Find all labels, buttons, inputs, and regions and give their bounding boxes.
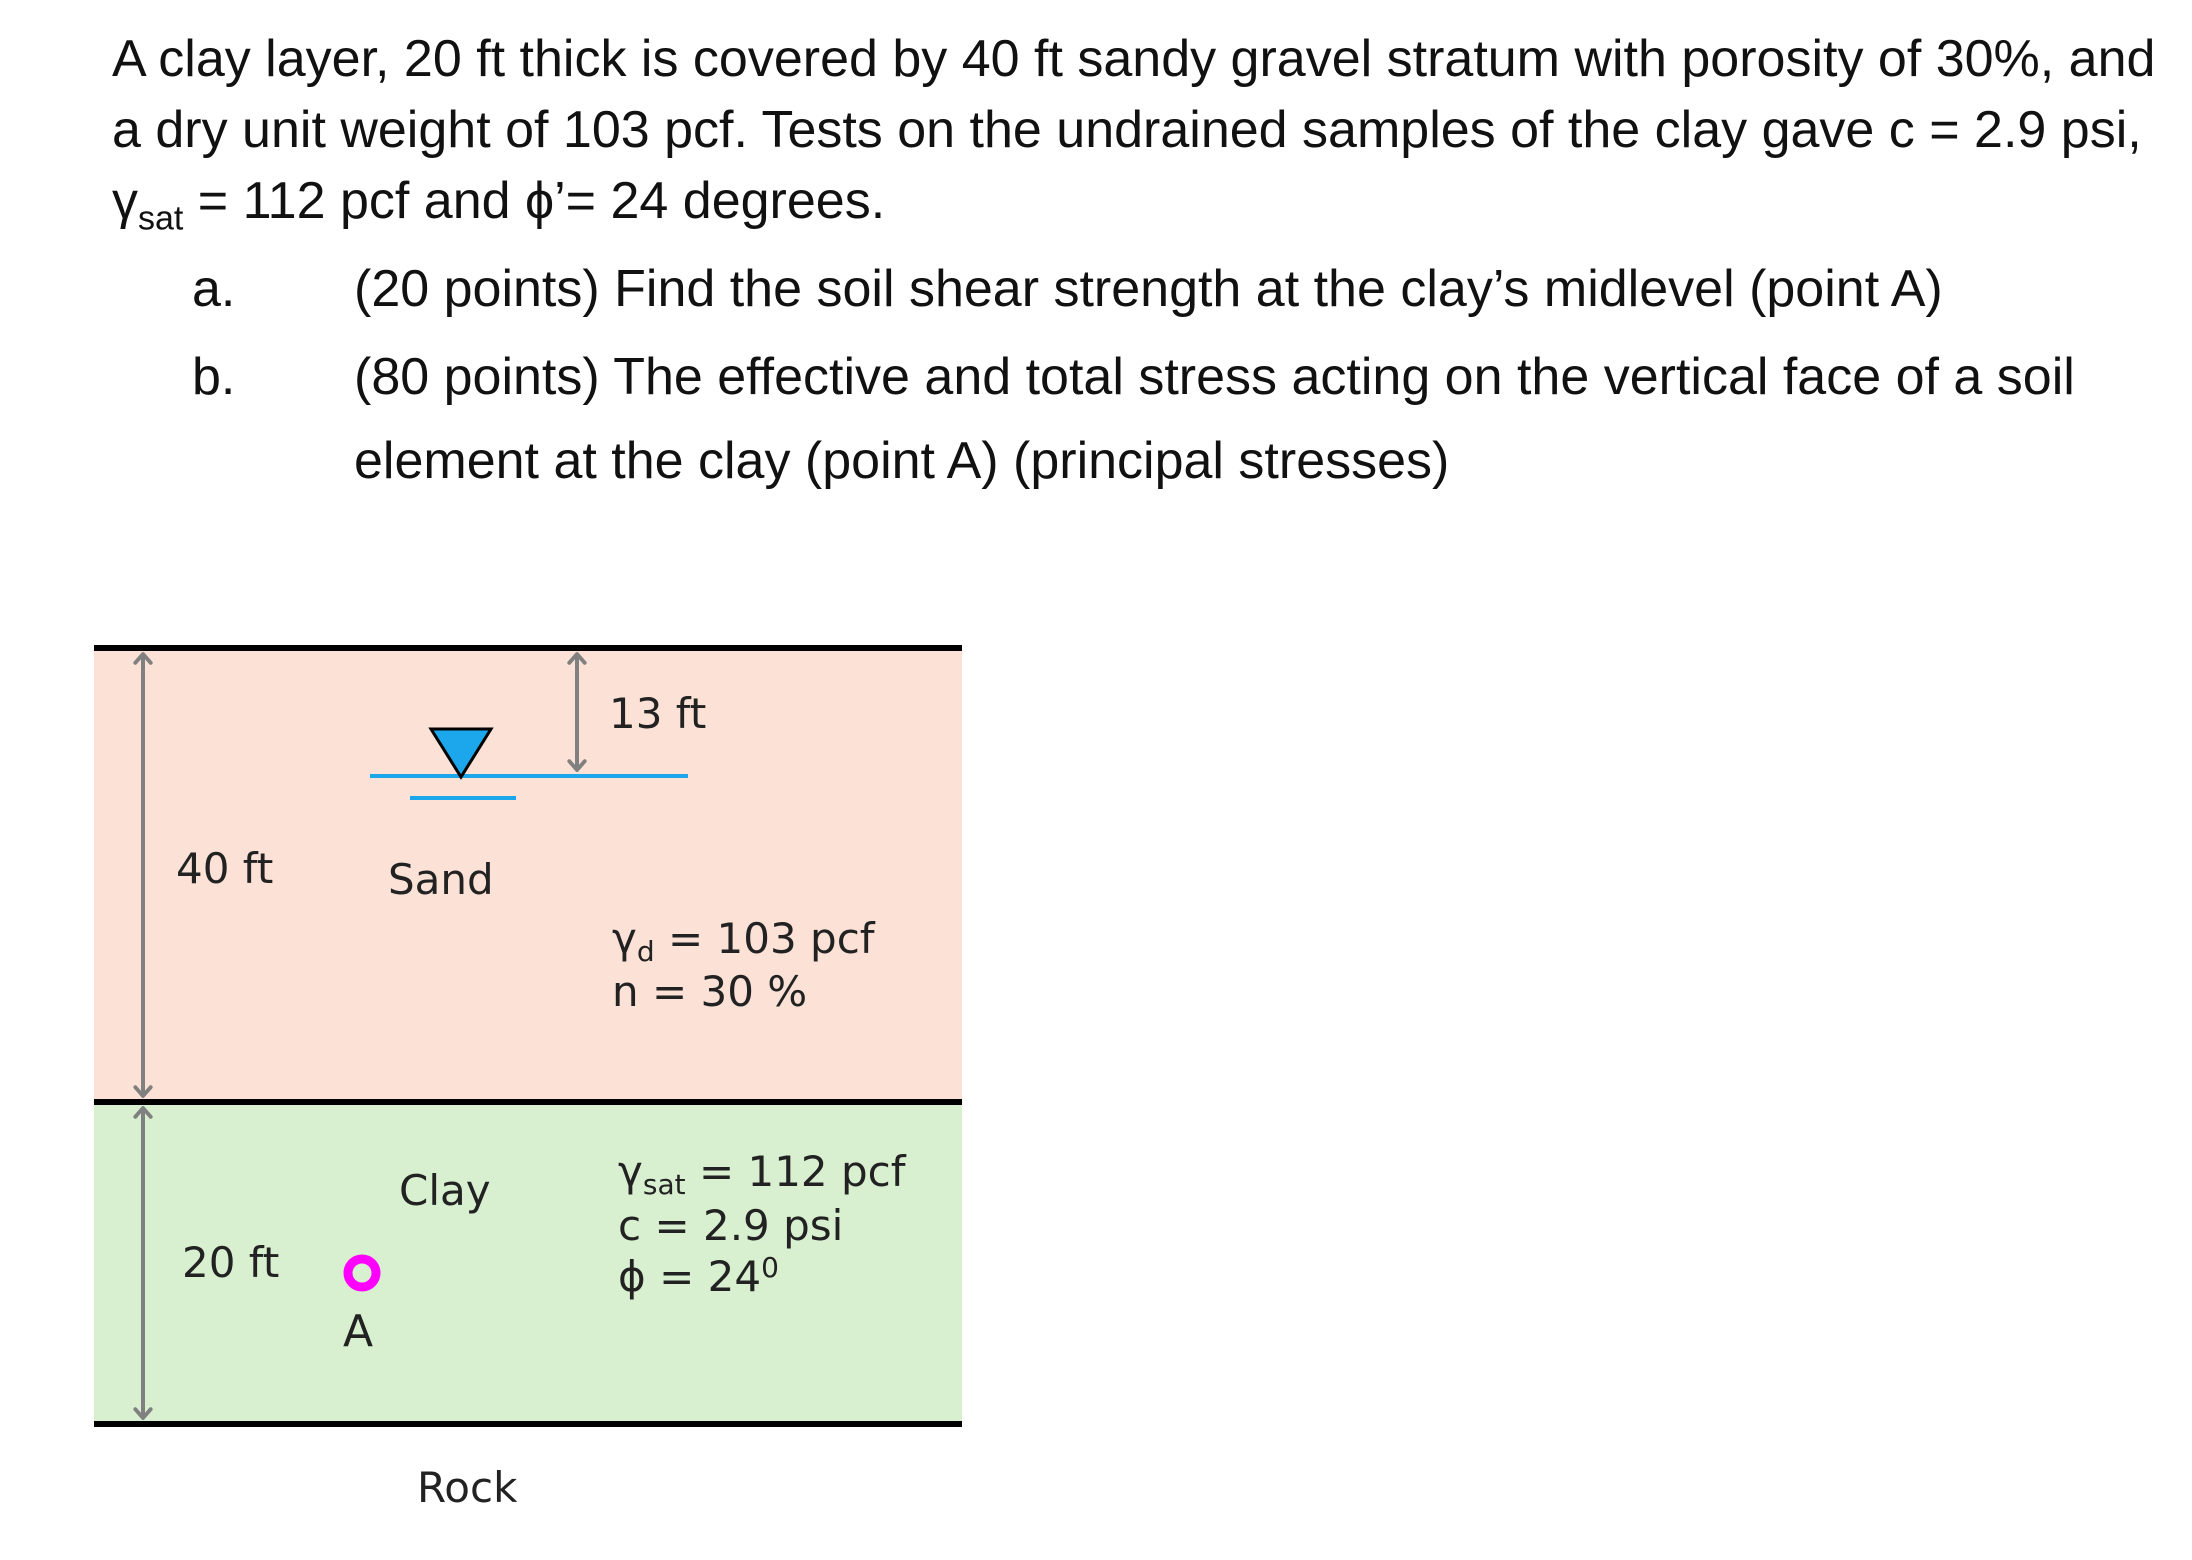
clay-cohesion: c = 2.9 psi [618,1201,844,1250]
gamma-symbol: γ [112,172,138,230]
part-a-text: (20 points) Find the soil shear strength at the clay’s midlevel (point A) [354,260,1943,319]
gamma-d-value: = 103 pcf [654,914,875,963]
gamma-sat-symbol: γ [618,1147,643,1196]
part-a-marker: a. [192,260,236,319]
gamma-subscript: sat [138,199,184,238]
rock-label: Rock [417,1463,518,1512]
part-b-text: (80 points) The effective and total stress acting on the vertical face of a soil element at the clay (point A) (principal stresses) [354,348,2075,491]
water-depth-label: 13 ft [609,689,707,738]
intro-text-1: A clay layer, 20 ft thick is covered by 40 ft sandy gravel stratum with porosity of 30%, and a dry unit weight of 103 pcf. Tests on the undrained samples of the clay gave c = 2.9 psi, [112,30,2156,159]
phi-value: = 24 [645,1252,762,1301]
part-b-marker: b. [192,348,236,407]
clay-friction-angle [618,1251,779,1301]
point-a-label: A [343,1306,374,1357]
sand-thickness-label: 40 ft [176,844,274,893]
intro-text-2: = 112 pcf and [183,172,525,230]
phi-symbol: ϕ [525,172,555,230]
sand-porosity: n = 30 % [612,967,808,1016]
phi-degree-unit: 0 [761,1251,779,1284]
gamma-sat-value: = 112 pcf [685,1147,906,1196]
gamma-d-symbol: γ [612,914,637,963]
sand-name-label: Sand [388,855,494,904]
phi-symbol-diagram: ϕ [618,1252,646,1301]
intro-text-3: ’= 24 degrees. [554,172,886,230]
clay-name-label: Clay [399,1166,491,1215]
clay-thickness-label: 20 ft [182,1238,280,1287]
gamma-d-subscript: d [636,935,655,968]
gamma-sat-subscript: sat [642,1168,686,1201]
